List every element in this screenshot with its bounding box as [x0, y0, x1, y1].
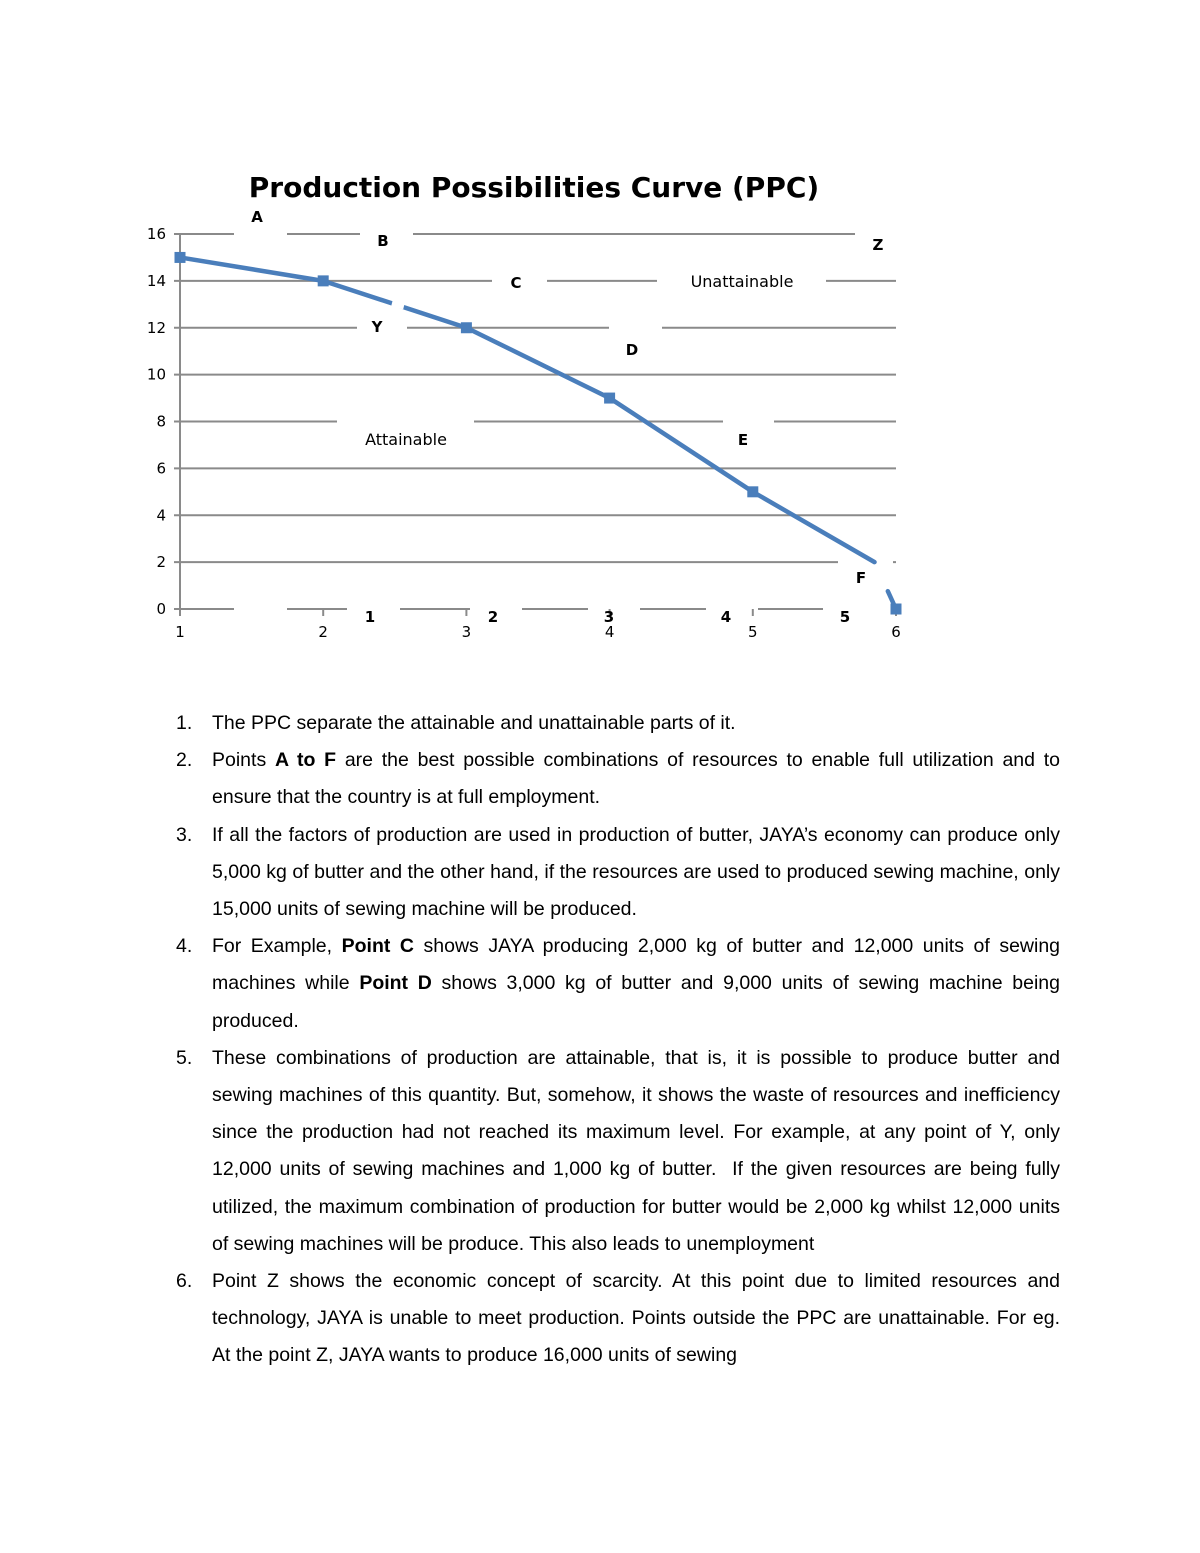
inner-x-label: 2 [487, 608, 499, 626]
note-item [172, 705, 1060, 742]
note-number: 3. [176, 823, 193, 846]
point-label-d: D [625, 341, 639, 359]
data-point-marker [461, 322, 472, 333]
note-text: Point Z shows the economic concept of scarcity. At this point due to limited resources and technology, JAYA is unable to meet production. Points outside the PPC are unattainable. For eg. At the point Z, JAYA wants to produce 16,000 units of sewing [212, 1270, 1060, 1367]
inner-x-label: 5 [839, 608, 851, 626]
x-tick-label: 6 [891, 623, 901, 641]
chart-title: Production Possibilities Curve (PPC) [248, 171, 820, 204]
x-tick-label: 3 [461, 623, 472, 641]
note-text: Points A to F are the best possible combinations of resources to enable full utilization and to ensure that the country is at full employment. [212, 749, 1060, 809]
note-item [172, 817, 1060, 929]
ppc-chart [0, 0, 1200, 680]
y-tick-label: 4 [156, 506, 166, 525]
x-tick-label: 4 [604, 623, 615, 641]
note-number: 2. [176, 749, 193, 772]
point-label-e: E [737, 431, 749, 449]
note-item [172, 928, 1060, 1040]
y-tick-labels [147, 225, 166, 618]
note-number: 4. [176, 935, 193, 958]
ppc-series [175, 252, 902, 615]
x-tick-label: 1 [175, 623, 185, 641]
note-item [172, 1263, 1060, 1375]
note-number: 6. [176, 1270, 193, 1293]
point-label-a: A [251, 208, 263, 226]
note-item [172, 742, 1060, 816]
x-tick-label: 5 [748, 623, 758, 641]
inner-x-label: 3 [603, 608, 615, 626]
data-point-marker [318, 275, 329, 286]
note-text: For Example, Point C shows JAYA producing 2,000 kg of butter and 12,000 units of sewing machines while Point D shows 3,000 kg of butter and 9,000 units of sewing machine being produced. [212, 935, 1061, 1032]
x-tick-labels [175, 623, 901, 641]
note-text: The PPC separate the attainable and unattainable parts of it. [212, 712, 736, 734]
y-tick-label: 2 [156, 553, 166, 572]
data-point-marker [604, 393, 615, 404]
notes-list [172, 705, 1060, 1375]
data-point-marker [175, 252, 186, 263]
y-tick-label: 6 [156, 459, 166, 478]
note-text: These combinations of production are attainable, that is, it is possible to produce butter and sewing machines of this quantity. But, somehow, it shows the waste of resources and inefficiency since the production had not reached its maximum level. For example, at any point of Y, only 12,000 units of sewing machines and 1,000 kg of butter. If the given resources are being fully utilized, the maximum combination of production for butter would be 2,000 kg whilst 12,000 units of sewing machines will be produce. This also leads to unemployment [212, 1046, 1060, 1255]
point-label-f: F [855, 569, 867, 587]
point-labels [251, 208, 883, 626]
data-point-marker [747, 486, 758, 497]
inner-x-label: 4 [720, 608, 732, 626]
note-number: 1. [176, 712, 193, 734]
inner-x-label: 1 [364, 608, 376, 626]
data-point-marker [891, 604, 902, 615]
point-label-y: Y [371, 318, 383, 336]
y-tick-label: 0 [156, 600, 166, 618]
y-tick-label: 16 [146, 225, 166, 243]
attainable-label: Attainable [365, 430, 447, 449]
point-label-c: C [510, 274, 522, 292]
point-label-z: Z [872, 236, 884, 254]
note-text: If all the factors of production are used in production of butter, JAYA’s economy can produce only 5,000 kg of butter and the other hand, if the resources are used to produced sewing machine, only 15,000 units of sewing machine will be produced. [212, 823, 1060, 921]
curve-break [392, 303, 404, 306]
y-tick-label: 10 [146, 365, 166, 384]
axes [174, 234, 896, 616]
point-label-b: B [377, 232, 389, 250]
note-item [172, 1040, 1060, 1263]
y-tick-label: 14 [146, 271, 166, 290]
ppc-curve-line [180, 257, 875, 562]
note-number: 5. [176, 1046, 193, 1069]
unattainable-label: Unattainable [690, 272, 794, 291]
y-tick-label: 12 [146, 318, 166, 337]
x-tick-label: 2 [318, 623, 328, 641]
y-tick-label: 8 [156, 412, 166, 431]
